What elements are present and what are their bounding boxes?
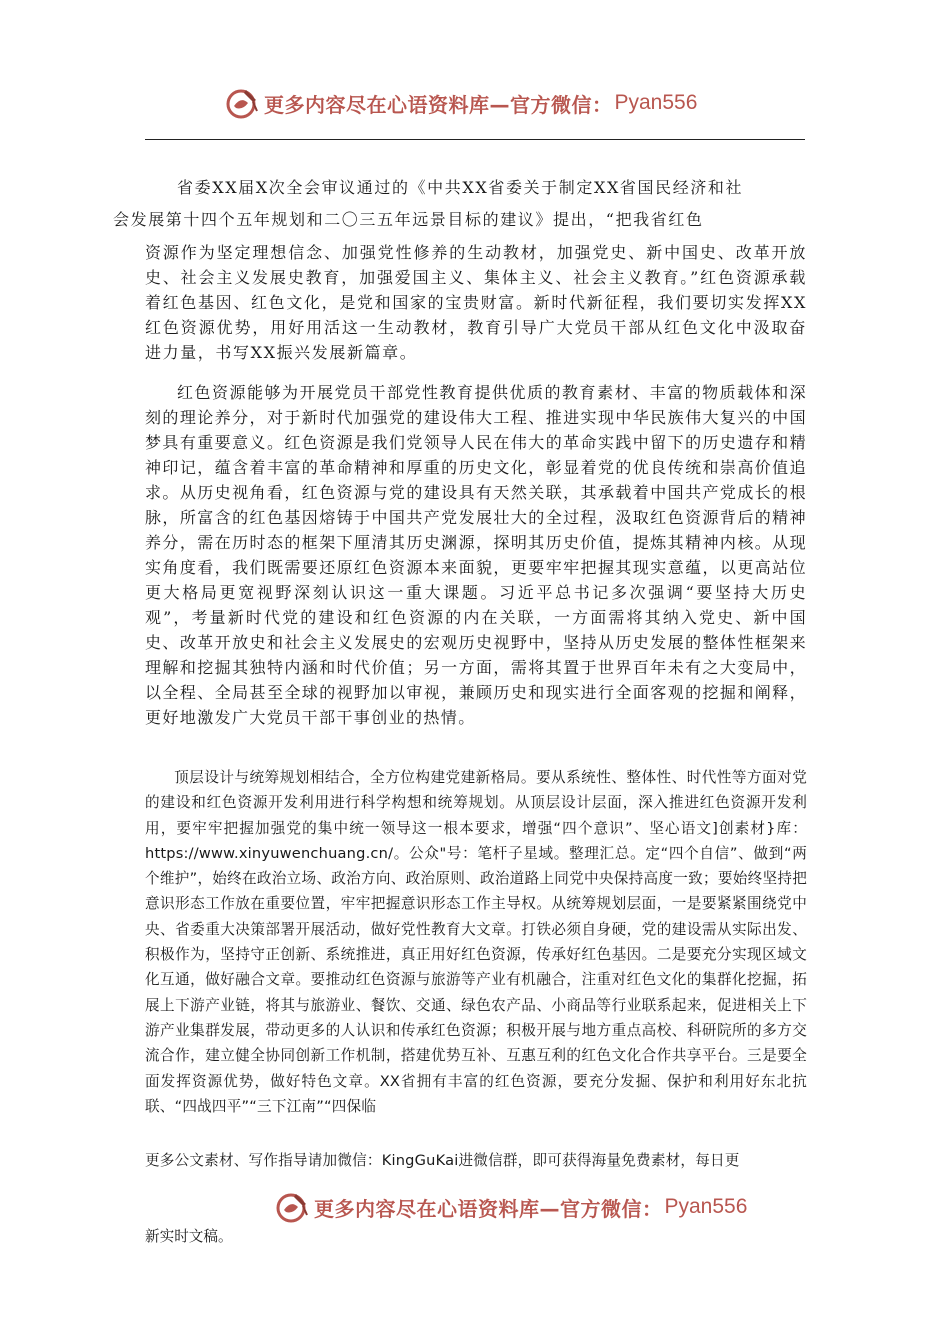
- footer-banner: [276, 1190, 747, 1224]
- header-banner: [226, 86, 697, 120]
- footer-promo-end: 新实时文稿。: [145, 1228, 233, 1245]
- paragraph-3: 顶层设计与统筹规划相结合，全方位构建党建新格局。要从系统性、整体性、时代性等方面对党的建设和红色资源开发利用进行科学构想和统筹规划。从顶层设计层面，深入推进红色资源开发利用，要牢牢把握加强党的集中统一领导这一根本要求，增强“四个意识”、坚心语文]创素材}库：https://www.xinyuwenchuang.cn/。公众"号：笔杆子星域。整理汇总。定“四个自信”、做到“两个维护”，始终在政治立场、政治方向、政治原则、政治道路上同党中央保持高度一致；要始终坚持把意识形态工作放在重要位置，牢牢把握意识形态工作主导权。从统筹规划层面，一是要紧紧围绕党中央、省委重大决策部署开展活动，做好党性教育大文章。打铁必须自身硬，党的建设需从实际出发、积极作为，坚持守正创新、系统推进，真正用好红色资源，传承好红色基因。二是要充分实现区域文化互通，做好融合文章。要推动红色资源与旅游等产业有机融合，注重对红色文化的集群化挖掘，拓展上下游产业链，将其与旅游业、餐饮、交通、绿色农产品、小商品等行业联系起来，促进相关上下游产业集群发展，带动更多的人认识和传承红色资源；积极开展与地方重点高校、科研院所的多方交流合作，建立健全协同创新工作机制，搭建优势互补、互惠互利的红色文化合作共享平台。三是要全面发挥资源优势，做好特色文章。XX省拥有丰富的红色资源，要充分发掘、保护和利用好东北抗联、“四战四平”“三下江南”“四保临: [145, 769, 807, 1115]
- footer-wechat-id: Pyan556: [664, 1195, 748, 1218]
- paragraph-1-line-1: 省委XX届X次全会审议通过的《中共XX省委关于制定XX省国民经济和社: [177, 178, 744, 197]
- footer-promo-line: 更多公文素材、写作指导请加微信：KingGuKai进微信群，即可获得海量免费素材，每日更: [145, 1152, 740, 1169]
- xinyu-logo-icon: [226, 86, 260, 120]
- paragraph-2: 红色资源能够为开展党员干部党性教育提供优质的教育素材、丰富的物质载体和深刻的理论养分，对于新时代加强党的建设伟大工程、推进实现中华民族伟大复兴的中国梦具有重要意义。红色资源是我们党领导人民在伟大的革命实践中留下的历史遗存和精神印记，蕴含着丰富的革命精神和厚重的历史文化，彰显着党的优良传统和崇高价值追求。从历史视角看，红色资源与党的建设具有天然关联，其承载着中国共产党成长的根脉，所富含的红色基因熔铸于中国共产党发展壮大的全过程，汲取红色资源背后的精神养分，需在历时态的框架下厘清其历史渊源，探明其历史价值，提炼其精神内核。从现实角度看，我们既需要还原红色资源本来面貌，更要牢牢把握其现实意蕴，以更高站位更大格局更宽视野深刻认识这一重大课题。习近平总书记多次强调“要坚持大历史观”，考量新时代党的建设和红色资源的内在关联，一方面需将其纳入党史、新中国史、改革开放史和社会主义发展史的宏观历史视野中，坚持从历史发展的整体性框架来理解和挖掘其独特内涵和时代价值；另一方面，需将其置于世界百年未有之大变局中，以全程、全局甚至全球的视野加以审视，兼顾历史和现实进行全面客观的挖掘和阐释，更好地激发广大党员干部干事创业的热情。: [145, 383, 807, 727]
- header-banner-text: 更多内容尽在心语资料库—官方微信：: [264, 92, 613, 117]
- paragraph-1-line-2: 会发展第十四个五年规划和二〇三五年远景目标的建议》提出，“把我省红色: [113, 210, 704, 229]
- xinyu-logo-icon: [276, 1190, 310, 1224]
- header-divider: [145, 139, 805, 140]
- paragraph-1-continued: 资源作为坚定理想信念、加强党性修养的生动教材，加强党史、新中国史、改革开放史、社会主义发展史教育，加强爱国主义、集体主义、社会主义教育。”红色资源承载着红色基因、红色文化，是党和国家的宝贵财富。新时代新征程，我们要切实发挥XX红色资源优势，用好用活这一生动教材，教育引导广大党员干部从红色文化中汲取奋进力量，书写XX振兴发展新篇章。: [145, 243, 807, 362]
- page-header: [0, 82, 950, 126]
- footer-banner-text: 更多内容尽在心语资料库—官方微信：: [314, 1196, 663, 1221]
- header-wechat-id: Pyan556: [614, 91, 698, 114]
- paragraph-1-opening: [113, 172, 807, 236]
